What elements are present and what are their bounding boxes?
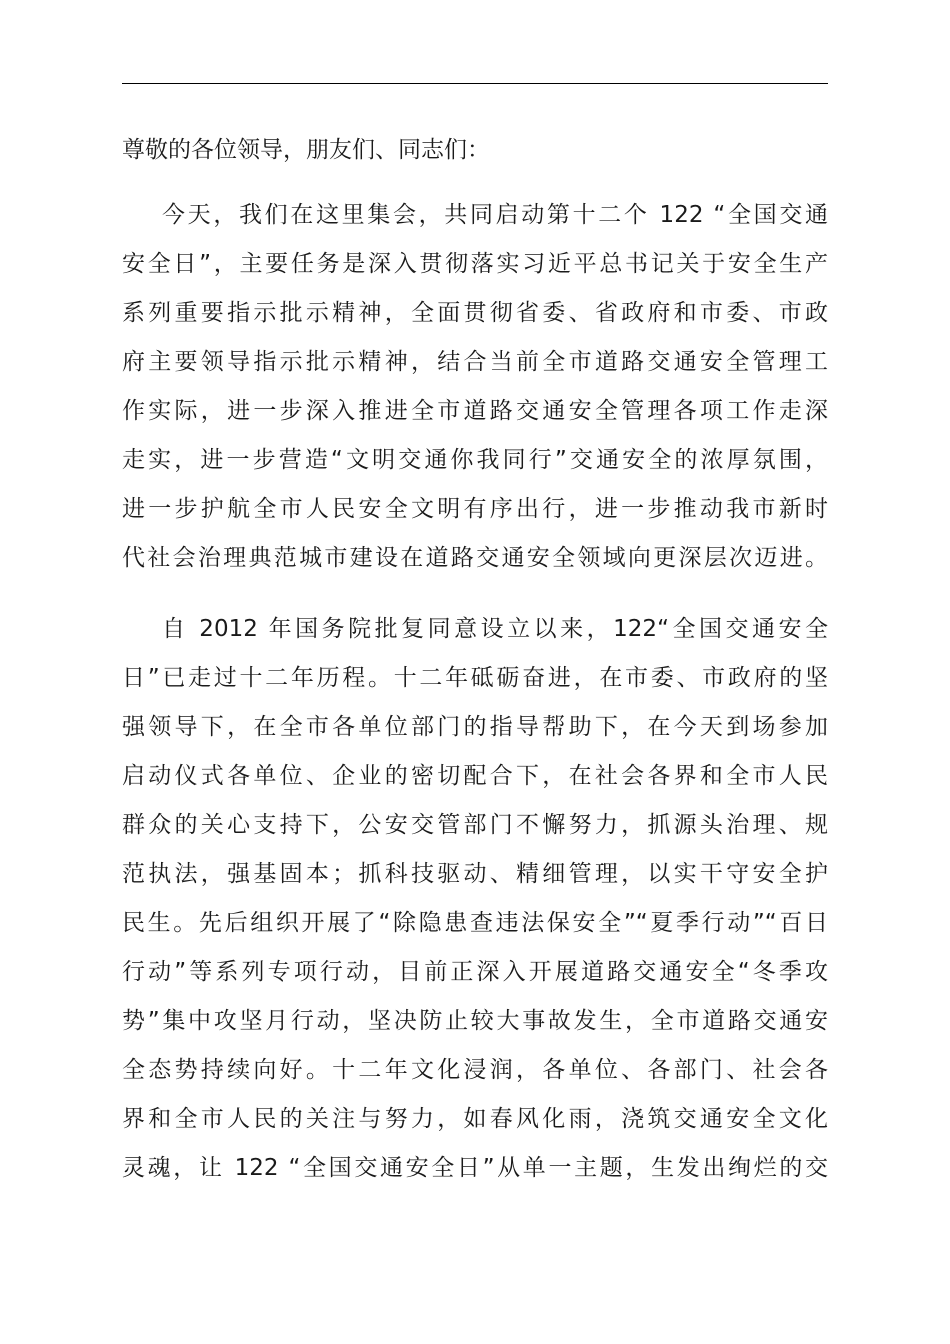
paragraph-1-line-2: 安全日”，主要任务是深入贯彻落实习近平总书记关于安全生产 [122,251,828,277]
paragraph-2-line-12: 灵魂，让 122 “全国交通安全日”从单一主题，生发出绚烂的交 [122,1155,828,1181]
paragraph-2-line-8: 行动”等系列专项行动，目前正深入开展道路交通安全“冬季攻 [122,959,828,985]
paragraph-2-line-4: 启动仪式各单位、企业的密切配合下，在社会各界和全市人民 [122,763,828,789]
paragraph-1-line-8: 代社会治理典范城市建设在道路交通安全领域向更深层次迈进。 [122,545,828,571]
paragraph-2-line-10: 全态势持续向好。十二年文化浸润，各单位、各部门、社会各 [122,1057,828,1083]
paragraph-2-line-5: 群众的关心支持下，公安交管部门不懈努力，抓源头治理、规 [122,812,828,838]
paragraph-2-line-2: 日”已走过十二年历程。十二年砥砺奋进，在市委、市政府的坚 [122,665,828,691]
paragraph-2-line-7: 民生。先后组织开展了“除隐患查违法保安全”“夏季行动”“百日 [122,910,828,936]
paragraph-1-line-7: 进一步护航全市人民安全文明有序出行，进一步推动我市新时 [122,496,828,522]
paragraph-1-line-1: 今天，我们在这里集会，共同启动第十二个 122 “全国交通 [162,202,828,228]
paragraph-1-line-3: 系列重要指示批示精神，全面贯彻省委、省政府和市委、市政 [122,300,828,326]
paragraph-2-line-11: 界和全市人民的关注与努力，如春风化雨，浇筑交通安全文化 [122,1106,828,1132]
paragraph-1-line-6: 走实，进一步营造“文明交通你我同行”交通安全的浓厚氛围， [122,447,828,473]
paragraph-2-line-3: 强领导下，在全市各单位部门的指导帮助下，在今天到场参加 [122,714,828,740]
paragraph-2-line-6: 范执法，强基固本；抓科技驱动、精细管理，以实干守安全护 [122,861,828,887]
greeting-line: 尊敬的各位领导，朋友们、同志们： [122,137,490,163]
paragraph-1-line-4: 府主要领导指示批示精神，结合当前全市道路交通安全管理工 [122,349,828,375]
header-rule [122,83,828,84]
paragraph-2-line-9: 势”集中攻坚月行动，坚决防止较大事故发生，全市道路交通安 [122,1008,828,1034]
paragraph-2-line-1: 自 2012 年国务院批复同意设立以来，122“全国交通安全 [162,616,828,642]
paragraph-1-line-5: 作实际，进一步深入推进全市道路交通安全管理各项工作走深 [122,398,828,424]
